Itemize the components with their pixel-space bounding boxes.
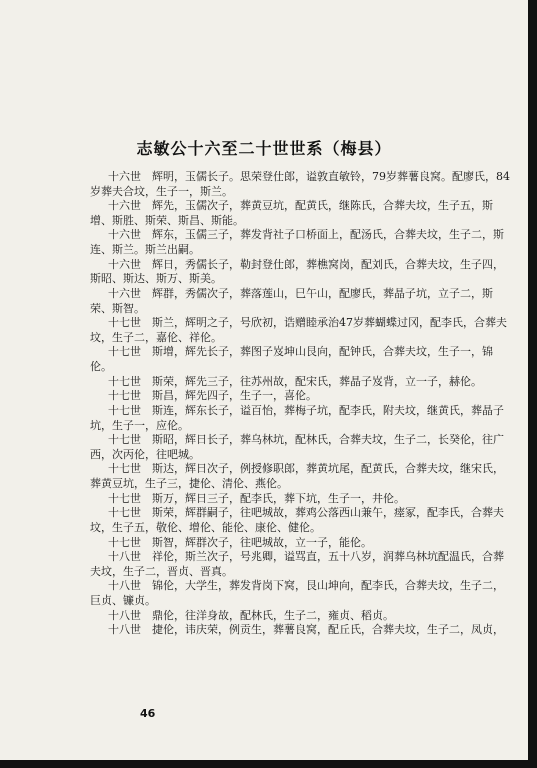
page-number: 46 [140,707,156,720]
scan-edge-right [528,0,537,768]
text-line: 夫坟，生子二，晋贞、晋真。 [90,564,233,578]
text-line: 十六世 辉先，玉儒次子，葬黄豆坑，配黄氏，继陈氏，合葬夫坟，生子五，斯 [108,199,493,213]
text-line: 坟，生子二，嘉伦、祥伦。 [90,330,222,344]
text-line: 葬黄豆坑，生子三，捷伦、清伦、燕伦。 [90,477,288,491]
text-line: 十七世 斯昌，辉先四子，生子一，喜伦。 [108,389,317,403]
text-line: 斯昭、斯达、斯万、斯美。 [90,272,222,286]
text-line: 十六世 辉明，玉儒长子。思荣登仕郎，谥敦直敏铃，79岁葬薯良窝。配廖氏，84 [108,170,510,183]
text-line: 十七世 斯连，辉东长子，谥百怡，葬梅子坑，配李氏，附夫坟，继黄氏，葬晶子 [108,403,504,417]
page-title: 志敏公十六至二十世世系（梅县） [136,139,392,158]
text-line: 十七世 斯万，辉日三子，配李氏，葬下坑，生子一，井伦。 [108,491,405,505]
text-line: 伦。 [90,360,112,374]
text-line: 十八世 祥伦，斯兰次子，号兆卿，谥骂直，五十八岁，润葬乌林坑配温氏，合葬 [108,550,504,564]
text-line: 十七世 斯达，辉日次子，例授修职郎，葬黄坑尾，配黄氏，合葬夫坟，继宋氏， [108,462,504,476]
text-line: 十七世 斯兰，辉明之子，号欣初，诰赠睦承治47岁葬蝴蝶过冈，配李氏，合葬夫 [108,316,507,330]
text-line: 十七世 斯荣，辉先三子，往苏州故，配宋氏，葬晶子岌背，立一子，赫伦。 [108,374,482,388]
text-line: 坑，生子一，应伦。 [90,418,189,432]
text-line: 巨贞、镰贞。 [90,593,156,607]
text-line: 岁葬夫合坟，生子一，斯兰。 [90,184,233,198]
text-line: 增、斯胜、斯荣、斯昌、斯能。 [90,213,244,227]
text-line: 十六世 辉日，秀儒长子，勒封登仕郎，葬樵窝岗，配刘氏，合葬夫坟，生子四， [108,257,504,271]
text-line: 十八世 捷伦，讳庆荣，例贡生，葬薯良窝，配丘氏，合葬夫坟，生子二，凤贞， [108,623,504,637]
text-line: 十八世 锦伦，大学生，葬发背岗下窝，艮山坤向，配李氏，合葬夫坟，生子二， [108,579,504,593]
text-line: 十七世 斯智，辉群次子，往吧城故，立一子，能伦。 [108,535,372,549]
text-line: 西，次丙伦，往吧城。 [90,447,200,461]
text-line: 十八世 鼎伦，往洋身故，配林氏，生子二，雍贞、稻贞。 [108,608,394,622]
scan-edge-bottom [0,760,537,768]
text-line: 十六世 辉群，秀儒次子，葬落莲山，巳午山，配廖氏，葬晶子坑，立子二，斯 [108,286,493,300]
text-line: 十七世 斯昭，辉日长子，葬乌林坑，配林氏，合葬夫坟，生子二，长癸伦，往广 [108,433,504,447]
text-line: 十七世 斯荣，辉群嗣子，往吧城故，葬鸡公落西山兼午，瘗冢，配李氏，合葬夫 [108,506,504,520]
text-line: 连、斯兰。斯兰出嗣。 [90,243,200,257]
text-line: 十七世 斯增，辉先长子，葬图子岌坤山艮向，配钟氏，合葬夫坟，生子一，锦 [108,345,493,359]
text-line: 坟，生子五，敬伦、增伦、能伦、康伦、健伦。 [90,520,321,534]
text-line: 荣、斯智。 [90,301,145,315]
text-line: 十六世 辉东，玉儒三子，葬发背社子口桥面上，配汤氏，合葬夫坟，生子二，斯 [108,228,504,242]
